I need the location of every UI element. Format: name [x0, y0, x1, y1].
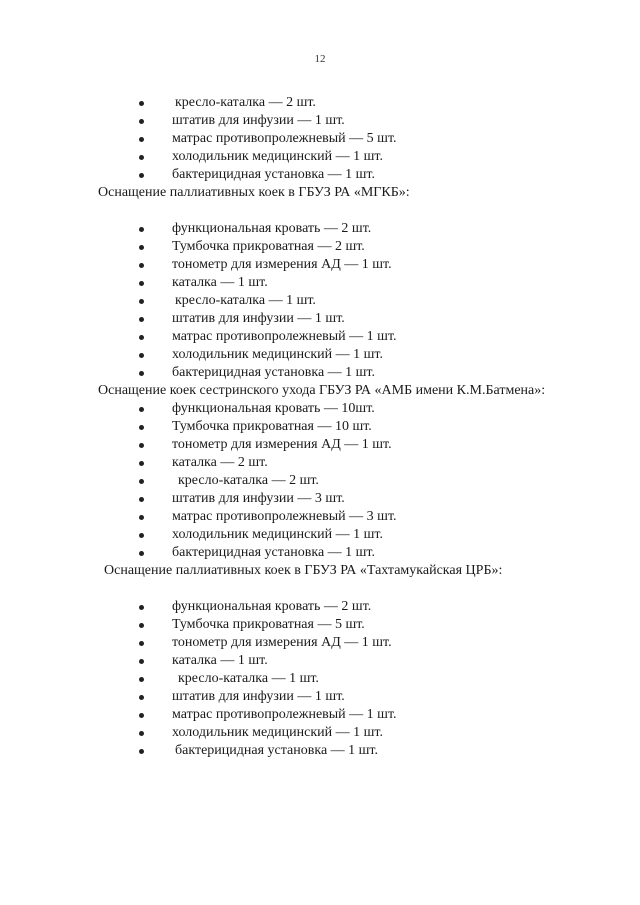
list-item: бактерицидная установка — 1 шт. [0, 544, 640, 562]
list-item: функциональная кровать — 2 шт. [0, 220, 640, 238]
list-item: матрас противопролежневый — 1 шт. [0, 328, 640, 346]
section-heading: Оснащение паллиативных коек в ГБУЗ РА «МГКБ»: [98, 185, 410, 200]
bullet-icon [139, 497, 144, 502]
bullet-icon [139, 713, 144, 718]
list-item: бактерицидная установка — 1 шт. [0, 364, 640, 382]
bullet-icon [139, 317, 144, 322]
list-item: тонометр для измерения АД — 1 шт. [0, 634, 640, 652]
list-item: холодильник медицинский — 1 шт. [0, 148, 640, 166]
list-item: тонометр для измерения АД — 1 шт. [0, 436, 640, 454]
section-heading: Оснащение паллиативных коек в ГБУЗ РА «Тахтамукайская ЦРБ»: [104, 563, 503, 578]
page-number: 12 [314, 53, 326, 65]
list-item: бактерицидная установка — 1 шт. [0, 166, 640, 184]
bullet-icon [139, 641, 144, 646]
equipment-list [0, 598, 640, 760]
list-item: штатив для инфузии — 1 шт. [0, 688, 640, 706]
bullet-icon [139, 245, 144, 250]
list-item: кресло-каталка — 2 шт. [0, 94, 640, 112]
list-item: матрас противопролежневый — 3 шт. [0, 508, 640, 526]
bullet-icon [139, 515, 144, 520]
bullet-icon [139, 353, 144, 358]
list-item: холодильник медицинский — 1 шт. [0, 526, 640, 544]
bullet-icon [139, 695, 144, 700]
bullet-icon [139, 227, 144, 232]
bullet-icon [139, 263, 144, 268]
list-item: функциональная кровать — 2 шт. [0, 598, 640, 616]
list-item: функциональная кровать — 10шт. [0, 400, 640, 418]
bullet-icon [139, 659, 144, 664]
bullet-icon [139, 101, 144, 106]
list-item: матрас противопролежневый — 1 шт. [0, 706, 640, 724]
bullet-icon [139, 137, 144, 142]
bullet-icon [139, 731, 144, 736]
bullet-icon [139, 677, 144, 682]
bullet-icon [139, 425, 144, 430]
bullet-icon [139, 407, 144, 412]
bullet-icon [139, 155, 144, 160]
equipment-list [0, 220, 640, 382]
list-item: штатив для инфузии — 1 шт. [0, 112, 640, 130]
list-item: кресло-каталка — 2 шт. [0, 472, 640, 490]
bullet-icon [139, 533, 144, 538]
list-item: кресло-каталка — 1 шт. [0, 670, 640, 688]
bullet-icon [139, 749, 144, 754]
list-item: тонометр для измерения АД — 1 шт. [0, 256, 640, 274]
section-heading: Оснащение коек сестринского ухода ГБУЗ РА «АМБ имени К.М.Батмена»: [98, 383, 546, 398]
list-item: каталка — 1 шт. [0, 652, 640, 670]
bullet-icon [139, 119, 144, 124]
equipment-list [0, 94, 640, 184]
bullet-icon [139, 335, 144, 340]
list-item: Тумбочка прикроватная — 10 шт. [0, 418, 640, 436]
list-item: кресло-каталка — 1 шт. [0, 292, 640, 310]
bullet-icon [139, 605, 144, 610]
bullet-icon [139, 371, 144, 376]
list-item: холодильник медицинский — 1 шт. [0, 724, 640, 742]
bullet-icon [139, 299, 144, 304]
bullet-icon [139, 551, 144, 556]
bullet-icon [139, 623, 144, 628]
list-item: Тумбочка прикроватная — 2 шт. [0, 238, 640, 256]
list-item: штатив для инфузии — 1 шт. [0, 310, 640, 328]
document-body [0, 94, 640, 760]
equipment-list [0, 400, 640, 562]
bullet-icon [139, 479, 144, 484]
list-item: каталка — 2 шт. [0, 454, 640, 472]
list-item: каталка — 1 шт. [0, 274, 640, 292]
list-item: матрас противопролежневый — 5 шт. [0, 130, 640, 148]
list-item: холодильник медицинский — 1 шт. [0, 346, 640, 364]
bullet-icon [139, 281, 144, 286]
bullet-icon [139, 461, 144, 466]
list-item: бактерицидная установка — 1 шт. [0, 742, 640, 760]
list-item: Тумбочка прикроватная — 5 шт. [0, 616, 640, 634]
bullet-icon [139, 443, 144, 448]
bullet-icon [139, 173, 144, 178]
list-item: штатив для инфузии — 3 шт. [0, 490, 640, 508]
